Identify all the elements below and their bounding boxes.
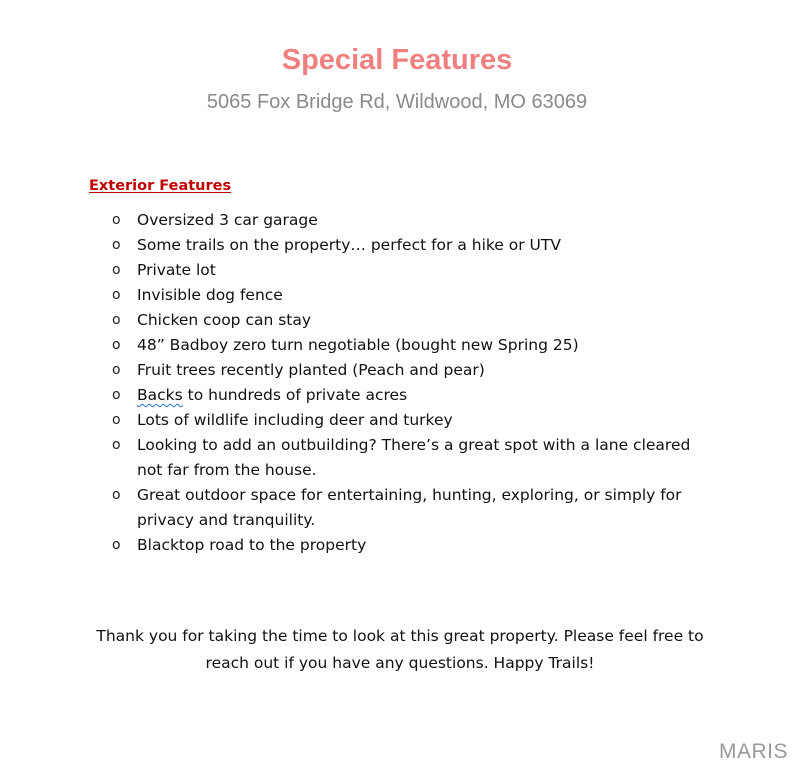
feature-text: Oversized 3 car garage (137, 211, 318, 229)
feature-text: Fruit trees recently planted (Peach and pear) (137, 361, 485, 379)
list-item (110, 358, 720, 383)
bullet-icon: o (112, 487, 121, 503)
list-item (110, 308, 720, 333)
feature-text: Private lot (137, 261, 216, 279)
bullet-icon: o (112, 237, 121, 253)
maris-watermark: MARIS (718, 740, 788, 763)
list-item (110, 208, 720, 233)
bullet-icon: o (112, 362, 121, 378)
list-item (110, 433, 720, 483)
list-item (110, 233, 720, 258)
feature-text: Some trails on the property… perfect for a hike or UTV (137, 236, 561, 254)
bullet-icon: o (112, 412, 121, 428)
list-item (110, 383, 720, 408)
feature-text: Lots of wildlife including deer and turkey (137, 411, 453, 429)
bullet-icon: o (112, 212, 121, 228)
closing-message: Thank you for taking the time to look at this great property. Please feel free to reach out if you have any questions. Happy Trails! (96, 627, 704, 672)
feature-text: Looking to add an outbuilding? There’s a great spot with a lane cleared not far from the house. (137, 436, 691, 479)
list-item (110, 283, 720, 308)
list-item (110, 258, 720, 283)
feature-list (110, 208, 720, 558)
feature-text (137, 386, 407, 404)
bullet-icon: o (112, 337, 121, 353)
bullet-icon: o (112, 287, 121, 303)
list-item (110, 483, 720, 533)
bullet-icon: o (112, 312, 121, 328)
list-item (110, 408, 720, 433)
spellcheck-marked-word: Backs (137, 386, 183, 404)
bullet-icon: o (112, 262, 121, 278)
property-address: 5065 Fox Bridge Rd, Wildwood, MO 63069 (206, 91, 588, 113)
feature-text: Chicken coop can stay (137, 311, 312, 329)
feature-text: 48” Badboy zero turn negotiable (bought new Spring 25) (137, 336, 579, 354)
feature-text: Invisible dog fence (137, 286, 283, 304)
list-item (110, 333, 720, 358)
section-heading-exterior-features: Exterior Features (89, 178, 232, 194)
document-title: Special Features (281, 44, 513, 76)
list-item (110, 533, 720, 558)
bullet-icon: o (112, 387, 121, 403)
feature-text-rest: to hundreds of private acres (182, 386, 408, 404)
bullet-icon: o (112, 437, 121, 453)
feature-text: Blacktop road to the property (137, 536, 367, 554)
feature-text: Great outdoor space for entertaining, hunting, exploring, or simply for privacy and tranquility. (137, 486, 682, 529)
bullet-icon: o (112, 537, 121, 553)
